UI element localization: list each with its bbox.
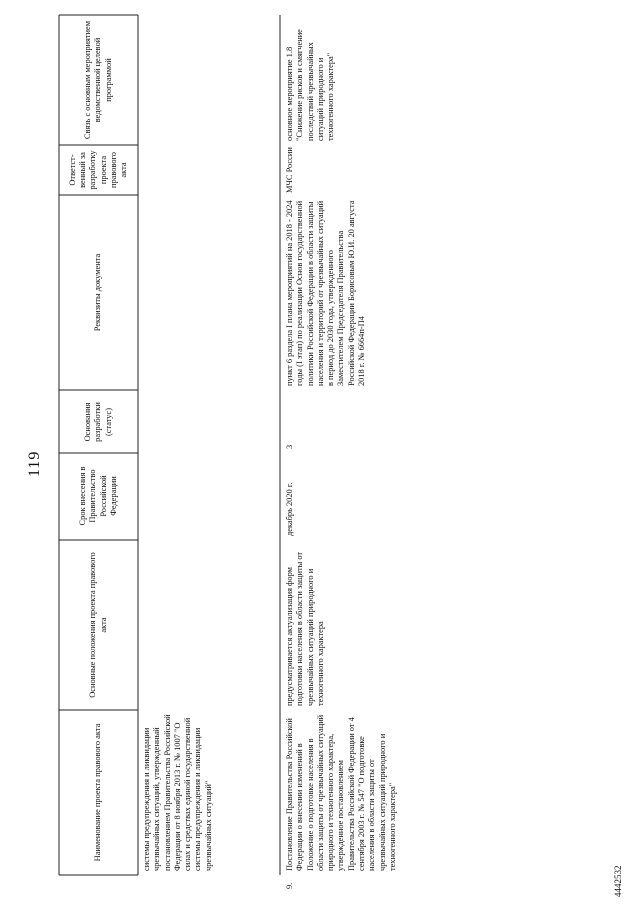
header-requisites: Реквизиты документа <box>93 253 103 332</box>
header-provisions: Основные положения проекта правового акта <box>88 552 108 698</box>
row-responsible-cell: МЧС России <box>285 147 294 193</box>
row-name-cell: Постановление Правительства Российской Федерации о внесении изменений в Положение о подготовке населения в области защиты от чрезвычайных ситуаций природного и техногенного характера, утвержденное постановлением Правительства Российской Федерации от 4 сентября 2003 г. № 547 "О подготовке населения в области защиты от чрезвычайных ситуаций природного и техногенного характера" <box>285 714 397 871</box>
page-number: 119 <box>26 450 43 477</box>
header-basis: Основания разработки (статус) <box>83 402 113 442</box>
row-provisions-cell: предусматривается актуализация форм подготовки населения в области защиты от чрезвычайных ситуаций природного и техногенного характера <box>285 551 325 706</box>
continuation-name-cell: системы предупреждения и ликвидации чрезвычайных ситуаций, утвержденный постановлением Правительства Российской Федерации от 8 ноября 2013 г. № 1007 "О силах и средствах единой государственной системы предупреждения и ликвидации чрезвычайных ситуаций" <box>142 714 213 871</box>
header-link: Связь с основным мероприятием ведомственной целевой программой <box>83 20 113 140</box>
row-link-cell: основное мероприятие 1.8 "Снижение рисков и смягчение последствий чрезвычайных ситуаций природного и техногенного характера" <box>285 29 336 141</box>
header-responsible: Ответст-венный за разработку проекта правового акта <box>67 150 129 190</box>
header-deadline: Срок внесения в Правительство Российской Федерации <box>77 466 118 526</box>
document-id: 4442532 <box>613 865 623 897</box>
row-requisites-cell: пункт 6 раздела I плана мероприятий на 2018 - 2024 годы (I этап) по реализации Основ государственной политики Российской Федерации в области защиты населения и территорий от чрезвычайных ситуаций в период до 2030 года, утвержденного Заместителем Председателя Правительства Российской Федерации Борисовым Ю.И. 20 августа 2018 г. № 6664п-П4 <box>285 200 367 386</box>
row-basis-cell: 3 <box>285 444 294 449</box>
row-number: 9. <box>285 882 294 889</box>
header-name: Наименование проекта правового акта <box>93 723 103 862</box>
row-deadline-cell: декабрь 2020 г. <box>285 482 294 536</box>
